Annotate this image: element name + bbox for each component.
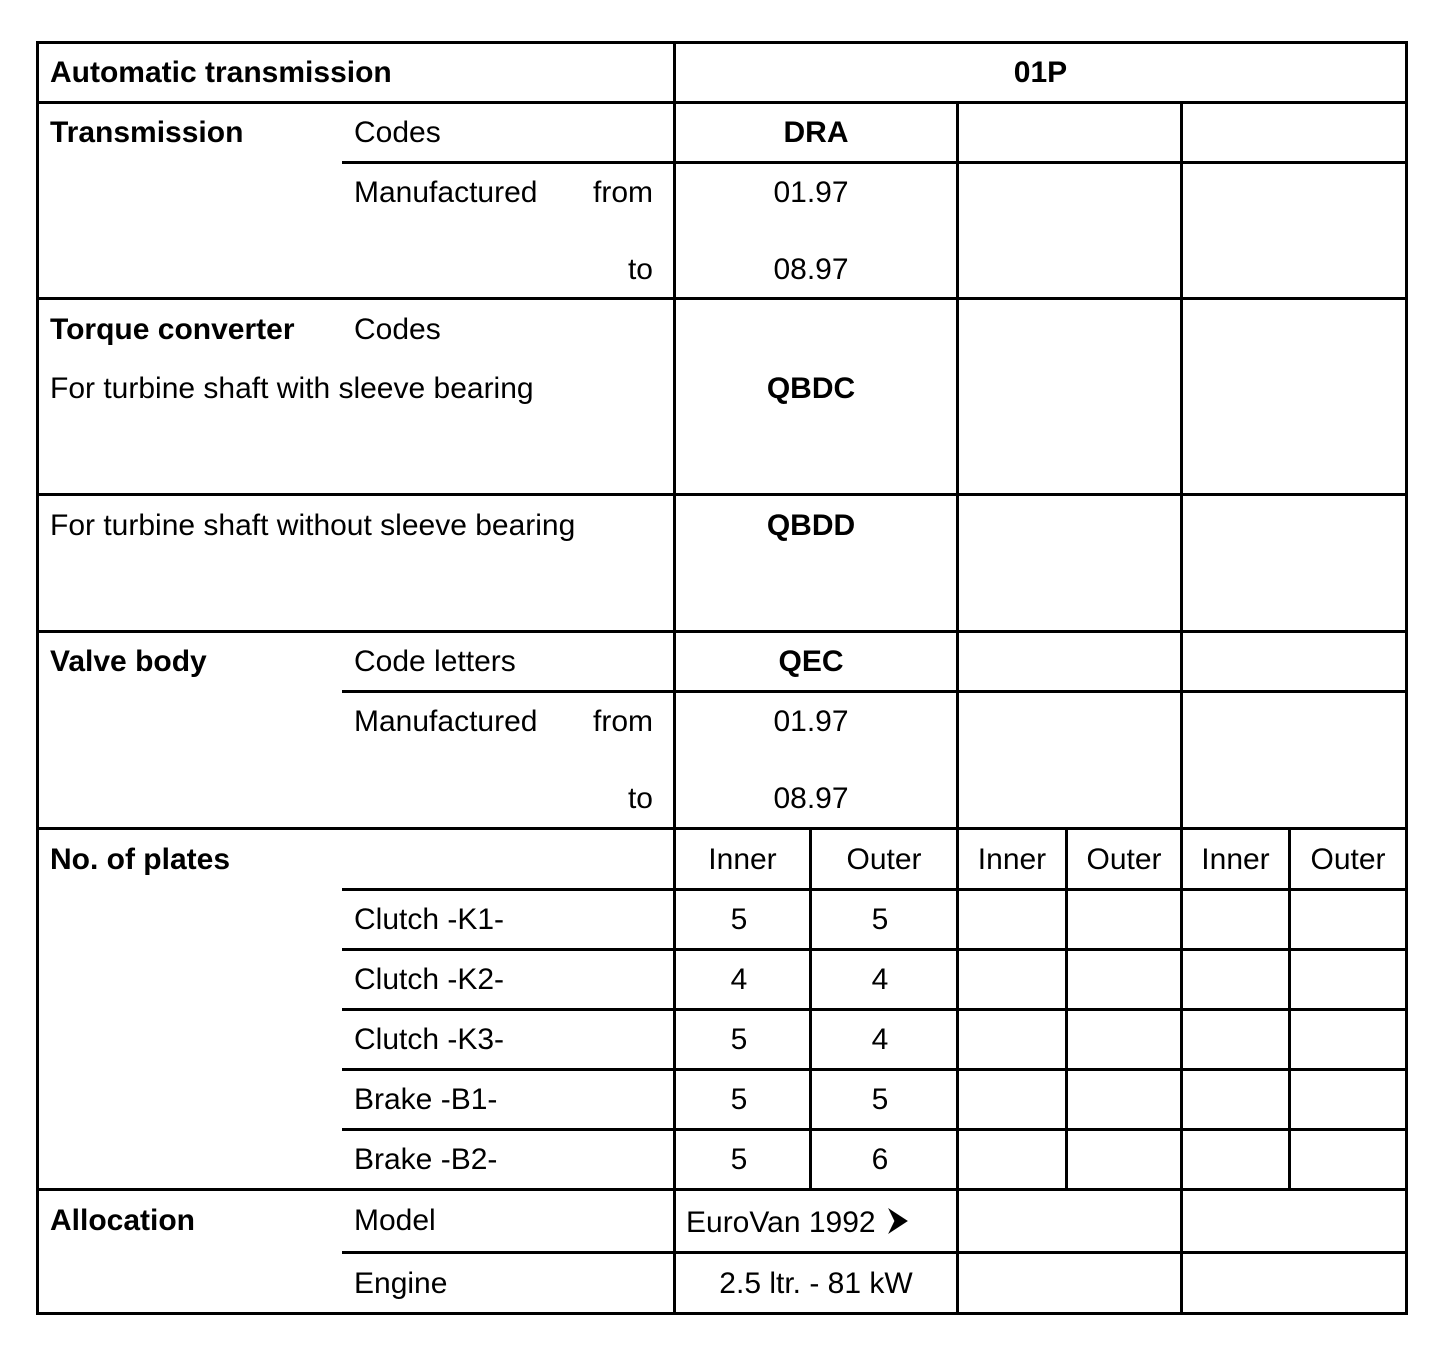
plates-divider-a <box>809 827 812 1191</box>
plates-outer-header-2: Outer <box>1086 843 1162 876</box>
border-bottom <box>36 1312 1408 1315</box>
plates-row-name: Brake -B1- <box>354 1083 498 1116</box>
plates-row-inner: 5 <box>730 1083 748 1116</box>
valve-body-label: Valve body <box>50 645 207 678</box>
border-left <box>36 41 39 1315</box>
border-right <box>1405 41 1408 1315</box>
plates-inner-header-3: Inner <box>1201 843 1270 876</box>
divider-plates-k1 <box>342 948 1408 951</box>
transmission-from-label: from <box>593 176 653 209</box>
torque-converter-label: Torque converter <box>50 313 295 346</box>
plates-row-inner: 5 <box>730 1023 748 1056</box>
divider-valve <box>36 827 1408 830</box>
valve-body-to-value: 08.97 <box>773 782 849 815</box>
divider-header <box>36 101 1408 104</box>
plates-row-outer: 6 <box>871 1143 889 1176</box>
divider-torque-without <box>36 630 1408 633</box>
torque-converter-codes-label: Codes <box>354 313 441 346</box>
plates-outer-header-1: Outer <box>846 843 922 876</box>
column-divider-2 <box>956 101 959 1315</box>
plates-divider-c <box>1288 827 1291 1191</box>
header-right-title: 01P <box>1013 56 1068 89</box>
plates-inner-header-1: Inner <box>708 843 777 876</box>
plates-row-outer: 5 <box>871 903 889 936</box>
divider-torque-with <box>36 493 1408 496</box>
plates-row-name: Clutch -K3- <box>354 1023 505 1056</box>
plates-row-inner: 4 <box>730 963 748 996</box>
plates-row-outer: 5 <box>871 1083 889 1116</box>
chevron-right-icon <box>885 1205 910 1241</box>
column-divider-3 <box>1180 101 1183 1315</box>
valve-body-to-label: to <box>627 782 653 815</box>
divider-trans-codes <box>342 161 1408 164</box>
transmission-to-label: to <box>627 253 653 286</box>
divider-valve-codes <box>342 690 1408 693</box>
plates-row-inner: 5 <box>730 903 748 936</box>
torque-with-sleeve-code: QBDC <box>766 372 856 405</box>
transmission-code: DRA <box>783 116 849 149</box>
valve-body-code: QEC <box>778 645 844 678</box>
torque-without-sleeve-label: For turbine shaft without sleeve bearing <box>50 509 576 542</box>
divider-plates-b1 <box>342 1128 1408 1131</box>
torque-with-sleeve-label: For turbine shaft with sleeve bearing <box>50 372 534 405</box>
transmission-label: Transmission <box>50 116 244 149</box>
valve-body-from-value: 01.97 <box>773 705 849 738</box>
plates-label: No. of plates <box>50 843 231 876</box>
transmission-to-value: 08.97 <box>773 253 849 286</box>
plates-outer-header-3: Outer <box>1310 843 1386 876</box>
transmission-manufactured-label: Manufactured <box>354 176 538 209</box>
transmission-from-value: 01.97 <box>773 176 849 209</box>
valve-body-manufactured-label: Manufactured <box>354 705 538 738</box>
plates-row-name: Clutch -K1- <box>354 903 505 936</box>
plates-row-inner: 5 <box>730 1143 748 1176</box>
divider-plates-k3 <box>342 1068 1408 1071</box>
header-left-title: Automatic transmission <box>50 56 392 89</box>
divider-plates-k2 <box>342 1008 1408 1011</box>
border-top <box>36 41 1408 44</box>
plates-inner-header-2: Inner <box>977 843 1047 876</box>
allocation-model-value: EuroVan 1992 <box>686 1206 876 1239</box>
valve-body-from-label: from <box>593 705 653 738</box>
allocation-label: Allocation <box>50 1204 196 1237</box>
allocation-engine-value: 2.5 ltr. - 81 kW <box>719 1267 913 1300</box>
plates-row-outer: 4 <box>871 963 889 996</box>
plates-divider-b <box>1065 827 1068 1191</box>
divider-alloc-model <box>342 1251 1408 1254</box>
valve-body-code-letters-label: Code letters <box>354 645 516 678</box>
divider-plates <box>36 1188 1408 1191</box>
torque-without-sleeve-code: QBDD <box>766 509 856 542</box>
divider-plates-head <box>342 888 1408 891</box>
plates-row-outer: 4 <box>871 1023 889 1056</box>
transmission-codes-label: Codes <box>354 116 441 149</box>
plates-row-name: Brake -B2- <box>354 1143 498 1176</box>
allocation-model-value-wrap <box>686 1205 912 1241</box>
divider-transmission <box>36 297 1408 300</box>
plates-row-name: Clutch -K2- <box>354 963 505 996</box>
allocation-engine-label: Engine <box>354 1267 448 1300</box>
allocation-model-label: Model <box>354 1204 436 1237</box>
